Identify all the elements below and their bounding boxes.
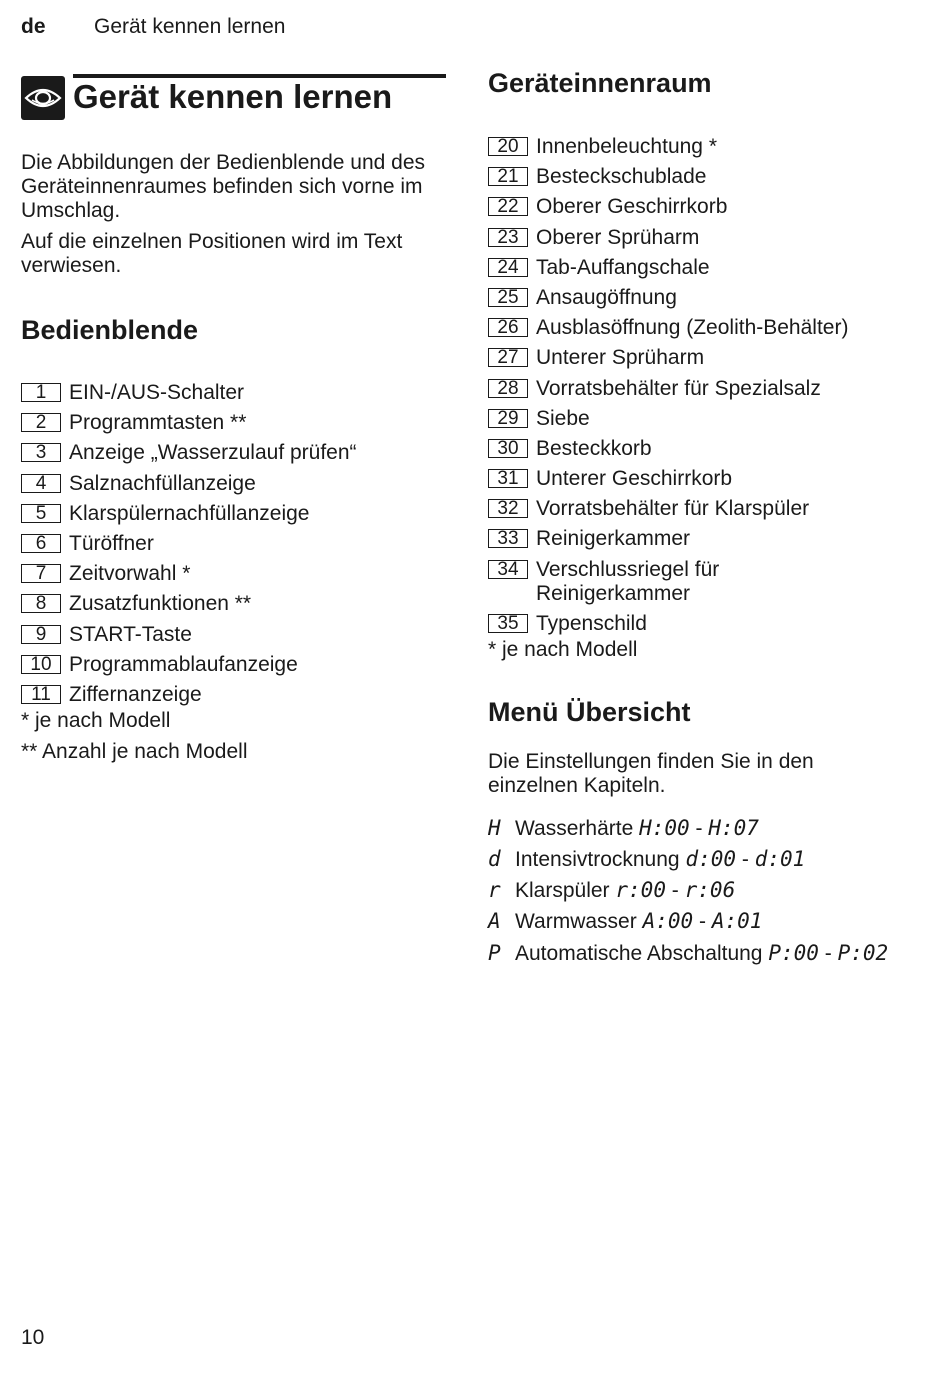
position-number: 27 (488, 348, 528, 367)
list-item (488, 527, 928, 551)
menu-range-from: A:00 (642, 909, 694, 934)
menu-range-to: d:01 (754, 847, 806, 871)
item-label: Innenbeleuchtung * (536, 135, 717, 158)
menu-item (488, 878, 928, 903)
menu-range-separator: - (689, 816, 709, 840)
list-item (21, 441, 446, 465)
item-label: Türöffner (69, 531, 154, 555)
position-number: 1 (21, 383, 61, 402)
menu-item (488, 941, 895, 966)
menu-key: P (488, 940, 501, 965)
item-label: Zusatzfunktionen ** (69, 592, 252, 616)
item-label: Salznachfüllanzeige (69, 471, 256, 495)
list-item (21, 411, 446, 435)
position-number: 20 (488, 137, 528, 156)
list-item (488, 165, 928, 189)
position-number: 5 (21, 504, 61, 523)
list-item (21, 562, 446, 586)
bedienblende-heading: Bedienblende (21, 315, 199, 345)
item-label: Vorratsbehälter für Spezialsalz (536, 376, 821, 400)
menu-range-from: H:00 (639, 815, 690, 840)
list-item (488, 135, 928, 159)
position-number: 9 (21, 625, 61, 644)
item-label: Typenschild (536, 611, 647, 635)
list-item (488, 226, 928, 250)
position-number: 28 (488, 379, 528, 398)
menu-range-separator: - (665, 879, 685, 903)
list-item (488, 497, 928, 521)
list-item (488, 256, 928, 280)
position-number: 35 (488, 614, 528, 633)
list-item (488, 286, 928, 310)
list-item (488, 558, 796, 606)
running-header-title: Gerät kennen lernen (94, 15, 286, 38)
item-label: START-Taste (69, 622, 192, 646)
position-number: 34 (488, 560, 528, 579)
list-item (488, 467, 928, 491)
intro-paragraph-1: Die Abbildungen der Bedienblende und des Geräteinnenraumes befinden sich vorne im Umschlag. (21, 151, 425, 222)
menu-range-separator: - (693, 910, 712, 934)
list-item (488, 437, 928, 461)
position-number: 4 (21, 474, 61, 493)
menu-key: r (488, 878, 501, 903)
position-number: 25 (488, 288, 528, 307)
menu-label: Wasserhärte (515, 816, 634, 840)
item-label: Klarspülernachfüllanzeige (69, 501, 310, 525)
menu-label: Automatische Abschaltung (515, 941, 763, 965)
menu-item (488, 847, 928, 872)
bedienblende-list (21, 381, 446, 707)
list-item (488, 346, 928, 370)
item-label: Ansaugöffnung (536, 285, 677, 309)
menu-range-to: r:06 (684, 878, 736, 903)
menu-heading: Menü Übersicht (488, 696, 691, 727)
item-label: Oberer Geschirrkorb (536, 195, 728, 219)
eye-icon (21, 76, 65, 120)
innenraum-heading: Geräteinnenraum (488, 68, 712, 98)
menu-key: d (488, 847, 501, 871)
list-item (488, 377, 928, 401)
page-number: 10 (21, 1326, 45, 1349)
item-label: Ziffernanzeige (69, 682, 202, 706)
menu-label: Klarspüler (515, 879, 610, 903)
list-item (488, 195, 928, 219)
item-label: EIN-/AUS-Schalter (69, 381, 245, 404)
position-number: 32 (488, 499, 528, 518)
item-label: Ausblasöffnung (Zeolith-Behälter) (536, 316, 849, 340)
position-number: 3 (21, 443, 61, 462)
innenraum-list (488, 135, 928, 636)
menu-key: H (488, 815, 501, 840)
menu-range-to: H:07 (708, 815, 759, 840)
position-number: 21 (488, 167, 528, 186)
position-number: 8 (21, 594, 61, 613)
menu-range-from: d:00 (685, 847, 737, 871)
intro-paragraph-2: Auf die einzelnen Positionen wird im Text verwiesen. (21, 230, 403, 277)
list-item (488, 407, 928, 431)
position-number: 33 (488, 529, 528, 548)
menu-range-to: A:01 (711, 909, 763, 934)
item-label: Programmtasten ** (69, 411, 247, 435)
menu-label: Warmwasser (515, 910, 637, 934)
menu-range-separator: - (736, 848, 755, 871)
menu-item (488, 909, 928, 934)
menu-item (488, 816, 928, 841)
position-number: 6 (21, 534, 61, 553)
item-label: Unterer Sprüharm (536, 346, 705, 370)
list-item (21, 683, 446, 707)
list-item (21, 502, 446, 526)
menu-intro: Die Einstellungen finden Sie in den einzelnen Kapiteln. (488, 749, 814, 797)
item-label: Zeitvorwahl * (69, 562, 191, 586)
list-item (21, 472, 446, 496)
item-label: Tab-Auffangschale (536, 255, 710, 279)
list-item (21, 592, 446, 616)
position-number: 2 (21, 413, 61, 432)
list-item (21, 653, 446, 677)
item-label: Verschlussriegel für Reinigerkammer (536, 557, 720, 605)
menu-range-separator: - (818, 941, 838, 965)
position-number: 29 (488, 409, 528, 428)
footnote-model: * je nach Modell (488, 637, 638, 661)
language-code: de (21, 15, 46, 38)
chapter-heading (21, 74, 446, 120)
item-label: Besteckschublade (536, 165, 707, 189)
item-label: Siebe (536, 406, 590, 430)
menu-label: Intensivtrocknung (515, 848, 680, 871)
position-number: 30 (488, 439, 528, 458)
item-label: Unterer Geschirrkorb (536, 467, 733, 491)
footnote-model: * je nach Modell (21, 708, 171, 732)
left-column (21, 74, 446, 764)
item-label: Oberer Sprüharm (536, 225, 700, 249)
menu-key: A (488, 909, 501, 934)
position-number: 11 (21, 685, 61, 704)
right-column (488, 66, 928, 972)
menu-range-to: P:02 (837, 940, 889, 965)
menu-list (488, 816, 928, 966)
item-label: Besteckkorb (536, 436, 652, 460)
position-number: 7 (21, 564, 61, 583)
list-item (21, 623, 446, 647)
item-label: Programmablaufanzeige (69, 652, 298, 676)
chapter-title: Gerät kennen lernen (73, 78, 393, 115)
menu-range-from: r:00 (615, 878, 666, 903)
list-item (21, 532, 446, 556)
list-item (488, 316, 928, 340)
position-number: 31 (488, 469, 528, 488)
footnote-count: ** Anzahl je nach Modell (21, 739, 248, 763)
item-label: Vorratsbehälter für Klarspüler (536, 497, 810, 521)
position-number: 24 (488, 258, 528, 277)
list-item (21, 381, 446, 405)
position-number: 23 (488, 228, 528, 247)
position-number: 26 (488, 318, 528, 337)
item-label: Anzeige „Wasserzulauf prüfen“ (69, 441, 357, 465)
menu-range-from: P:00 (768, 940, 819, 965)
position-number: 22 (488, 197, 528, 216)
position-number: 10 (21, 655, 61, 674)
list-item (488, 612, 928, 636)
item-label: Reinigerkammer (536, 527, 691, 551)
